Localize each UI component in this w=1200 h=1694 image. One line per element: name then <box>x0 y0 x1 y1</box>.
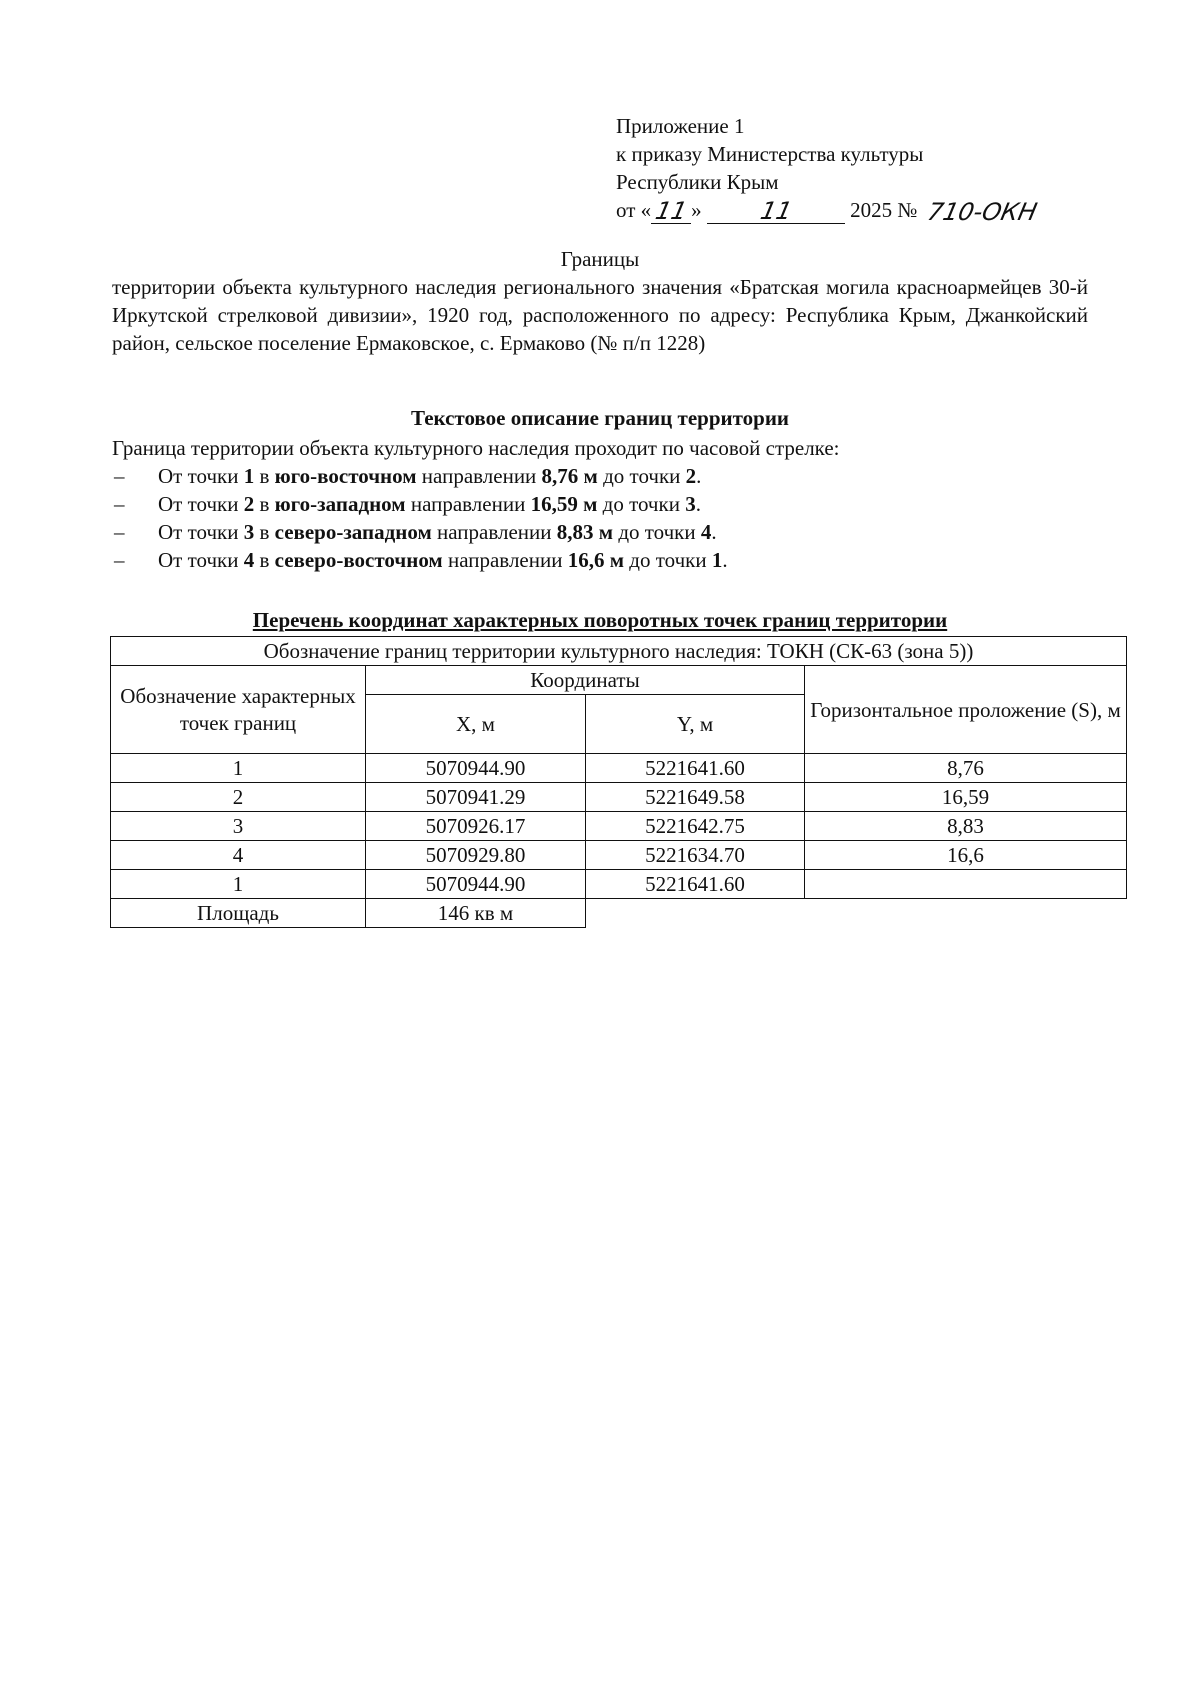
cell-distance: 16,6 <box>805 841 1127 870</box>
cell-y: 5221641.60 <box>586 870 805 899</box>
document-title: Границы <box>560 247 640 271</box>
cell-point: 1 <box>111 754 366 783</box>
segment-to: 3 <box>685 492 696 516</box>
area-value: 146 кв м <box>366 899 586 928</box>
segment-direction: юго-западном <box>274 492 406 516</box>
cell-point: 2 <box>111 783 366 812</box>
segment-text: направлении <box>442 548 568 572</box>
cell-y: 5221634.70 <box>586 841 805 870</box>
empty-cell <box>805 899 1127 928</box>
segment-end: . <box>695 492 701 516</box>
bullet-dash: – <box>114 492 125 516</box>
header-coordinates: Координаты <box>366 666 805 695</box>
header-y: Y, м <box>586 695 805 754</box>
empty-cell <box>586 899 805 928</box>
cell-distance: 8,83 <box>805 812 1127 841</box>
bullet-dash: – <box>114 520 125 544</box>
order-number: 710-ОКН <box>925 198 1040 226</box>
segment-text: направлении <box>431 520 557 544</box>
date-month-field <box>707 197 845 224</box>
segment-from: 3 <box>243 520 255 544</box>
segment-distance: 8,76 м <box>541 464 598 488</box>
header-x: X, м <box>366 695 586 754</box>
cell-x: 5070929.80 <box>366 841 586 870</box>
segment-text: направлении <box>416 464 542 488</box>
cell-distance: 16,59 <box>805 783 1127 812</box>
date-mid: » <box>691 198 702 222</box>
table-row <box>111 870 1127 899</box>
coordinate-system-row <box>111 637 1127 666</box>
bullet-dash: – <box>114 548 125 572</box>
boundary-segment <box>112 490 728 518</box>
segment-prefix: От точки <box>158 548 244 572</box>
object-description: территории объекта культурного наследия регионального значения «Братская могила красноармейцев 30-й Иркутской стрелковой дивизии», 1920 год, расположенного по адресу: Республика Крым, Джанкойский район, сельское поселение Ермаковское, с. Ермаково (№ п/п 1228) <box>112 275 1088 355</box>
segment-distance: 8,83 м <box>556 520 614 544</box>
segment-text: направлении <box>405 492 531 516</box>
cell-x: 5070944.90 <box>366 754 586 783</box>
segment-end: . <box>722 548 728 572</box>
date-day-field <box>651 197 691 224</box>
cell-y: 5221649.58 <box>586 783 805 812</box>
coordinate-system-cell: Обозначение границ территории культурного наследия: ТОКН (СК-63 (зона 5)) <box>111 637 1127 666</box>
cell-x: 5070944.90 <box>366 870 586 899</box>
table-row <box>111 841 1127 870</box>
segment-text: до точки <box>613 520 701 544</box>
appendix-date-line <box>616 196 1043 224</box>
cell-distance <box>805 870 1127 899</box>
segment-from: 4 <box>243 548 255 572</box>
appendix-line-3: Республики Крым <box>616 170 779 194</box>
segment-from: 1 <box>243 464 255 488</box>
appendix-header <box>616 112 1043 224</box>
header-distance: Горизонтальное проложение (S), м <box>805 666 1127 754</box>
segment-text: в <box>254 548 275 572</box>
cell-point: 4 <box>111 841 366 870</box>
table-row <box>111 812 1127 841</box>
boundary-segment <box>112 518 728 546</box>
segment-prefix: От точки <box>158 492 244 516</box>
segment-text: до точки <box>597 464 686 488</box>
cell-y: 5221642.75 <box>586 812 805 841</box>
segment-direction: юго-восточном <box>274 464 417 488</box>
area-label: Площадь <box>111 899 366 928</box>
date-prefix: от « <box>616 198 652 222</box>
segment-to: 2 <box>685 464 697 488</box>
cell-y: 5221641.60 <box>586 754 805 783</box>
coordinates-table <box>110 636 1127 928</box>
segment-text: в <box>254 520 275 544</box>
segment-text: до точки <box>624 548 712 572</box>
boundary-segments-list <box>112 462 728 574</box>
cell-point: 1 <box>111 870 366 899</box>
segment-prefix: От точки <box>158 464 244 488</box>
boundary-segment <box>112 546 728 574</box>
header-point: Обозначение характерных точек границ <box>111 666 366 754</box>
date-day: 11 <box>652 197 690 225</box>
header-row <box>111 666 1127 695</box>
segment-to: 1 <box>711 548 723 572</box>
segment-direction: северо-восточном <box>274 548 443 572</box>
boundary-description-heading: Текстовое описание границ территории <box>410 406 790 430</box>
appendix-line-1: Приложение 1 <box>616 114 745 138</box>
cell-x: 5070926.17 <box>366 812 586 841</box>
segment-distance: 16,59 м <box>530 492 598 516</box>
bullet-dash: – <box>114 464 125 488</box>
segment-direction: северо-западном <box>274 520 432 544</box>
table-row <box>111 754 1127 783</box>
cell-point: 3 <box>111 812 366 841</box>
segment-end: . <box>696 464 702 488</box>
date-month: 11 <box>757 197 795 225</box>
coordinates-table-heading: Перечень координат характерных поворотных точек границ территории <box>252 608 948 632</box>
segment-prefix: От точки <box>158 520 244 544</box>
table-row <box>111 783 1127 812</box>
boundary-intro: Граница территории объекта культурного наследия проходит по часовой стрелке: <box>112 436 840 460</box>
segment-end: . <box>711 520 717 544</box>
order-number-field <box>923 198 1043 224</box>
appendix-line-2: к приказу Министерства культуры <box>616 142 924 166</box>
area-row <box>111 899 1127 928</box>
segment-text: в <box>254 492 275 516</box>
segment-from: 2 <box>243 492 255 516</box>
boundary-segment <box>112 462 728 490</box>
cell-x: 5070941.29 <box>366 783 586 812</box>
segment-to: 4 <box>700 520 712 544</box>
cell-distance: 8,76 <box>805 754 1127 783</box>
segment-text: до точки <box>597 492 686 516</box>
year-label: 2025 № <box>850 198 918 222</box>
segment-text: в <box>254 464 275 488</box>
segment-distance: 16,6 м <box>567 548 625 572</box>
